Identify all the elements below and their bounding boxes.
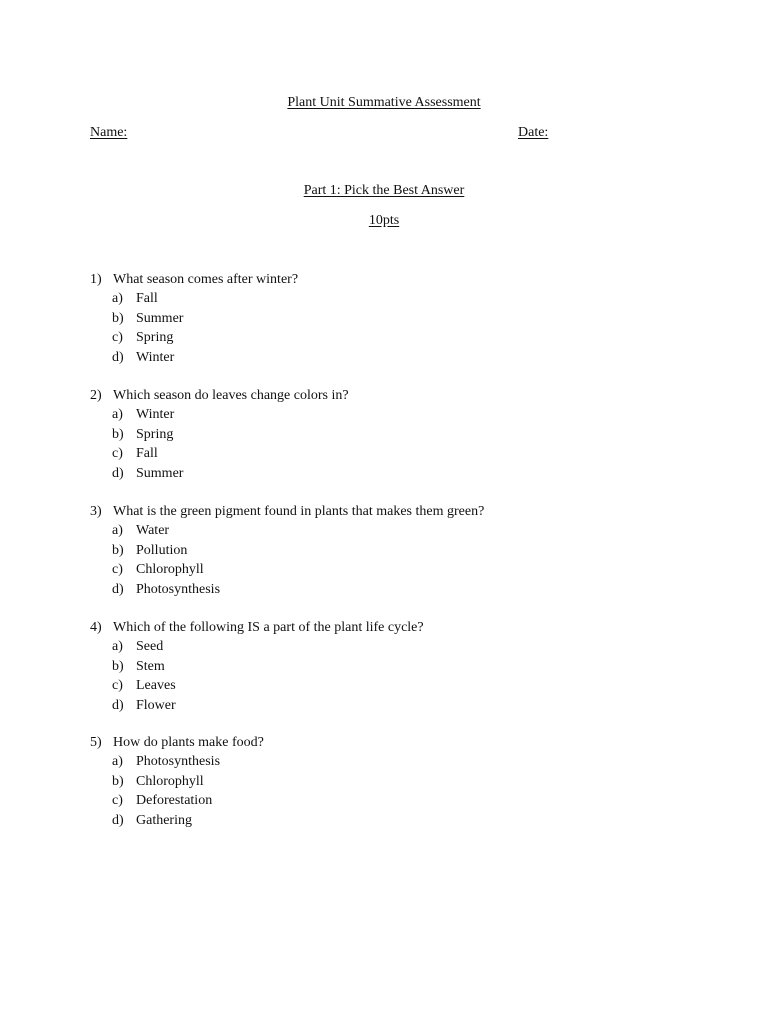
option-letter: c) xyxy=(112,446,123,462)
option-letter: c) xyxy=(112,562,123,578)
part-heading-text: Part 1: Pick the Best Answer xyxy=(303,183,465,198)
option-letter: a) xyxy=(112,754,123,770)
question-line xyxy=(90,386,690,405)
option-text: Gathering xyxy=(136,812,192,828)
date-field-label xyxy=(518,124,548,142)
option-letter: d) xyxy=(112,581,124,597)
question-text: What is the green pigment found in plants that makes them green? xyxy=(113,504,485,519)
answer-option-b xyxy=(90,425,690,444)
option-text: Chlorophyll xyxy=(136,773,204,789)
option-letter: d) xyxy=(112,349,124,365)
answer-option-d xyxy=(90,464,690,483)
question-line xyxy=(90,733,690,752)
answer-option-b xyxy=(90,772,690,791)
option-text: Spring xyxy=(136,330,174,346)
option-letter: c) xyxy=(112,330,123,346)
question-text: What season comes after winter? xyxy=(113,272,299,287)
option-letter: d) xyxy=(112,812,124,828)
option-text: Photosynthesis xyxy=(136,581,221,597)
question-line xyxy=(90,270,690,289)
option-letter: a) xyxy=(112,639,123,655)
question-number: 4) xyxy=(90,620,102,635)
question-text: Which of the following IS a part of the plant life cycle? xyxy=(113,620,424,635)
option-text: Fall xyxy=(136,446,158,462)
answer-option-c xyxy=(90,444,690,463)
answer-option-a xyxy=(90,289,690,308)
answer-option-b xyxy=(90,309,690,328)
option-text: Photosynthesis xyxy=(136,754,221,770)
option-text: Summer xyxy=(136,465,184,481)
question-2 xyxy=(90,386,690,483)
answer-option-d xyxy=(90,696,690,715)
question-5 xyxy=(90,733,690,830)
answer-option-d xyxy=(90,580,690,599)
option-text: Chlorophyll xyxy=(136,562,204,578)
answer-option-c xyxy=(90,328,690,347)
answer-option-b xyxy=(90,657,690,676)
answer-option-c xyxy=(90,791,690,810)
option-text: Summer xyxy=(136,310,184,326)
name-label-text: Name: xyxy=(90,125,128,140)
option-text: Deforestation xyxy=(136,793,213,809)
option-letter: b) xyxy=(112,310,124,326)
part-heading xyxy=(0,182,768,200)
option-text: Spring xyxy=(136,426,174,442)
answer-option-c xyxy=(90,676,690,695)
document-title xyxy=(0,94,768,112)
question-line xyxy=(90,618,690,637)
answer-option-c xyxy=(90,560,690,579)
option-text: Winter xyxy=(136,349,175,365)
name-field-label xyxy=(90,124,127,142)
option-letter: a) xyxy=(112,523,123,539)
answer-option-d xyxy=(90,811,690,830)
question-3 xyxy=(90,502,690,599)
option-text: Stem xyxy=(136,658,165,674)
question-number: 2) xyxy=(90,388,102,403)
option-letter: b) xyxy=(112,773,124,789)
answer-option-a xyxy=(90,637,690,656)
question-number: 1) xyxy=(90,272,102,287)
answer-option-d xyxy=(90,348,690,367)
question-text: Which season do leaves change colors in? xyxy=(113,388,349,403)
question-text: How do plants make food? xyxy=(113,735,264,750)
question-number: 3) xyxy=(90,504,102,519)
answer-option-b xyxy=(90,541,690,560)
option-letter: d) xyxy=(112,697,124,713)
option-letter: a) xyxy=(112,407,123,423)
document-title-text: Plant Unit Summative Assessment xyxy=(287,95,481,110)
option-text: Flower xyxy=(136,697,176,713)
option-letter: c) xyxy=(112,678,123,694)
option-letter: b) xyxy=(112,542,124,558)
option-letter: b) xyxy=(112,426,124,442)
question-1 xyxy=(90,270,690,367)
answer-option-a xyxy=(90,521,690,540)
option-text: Fall xyxy=(136,291,158,307)
answer-option-a xyxy=(90,752,690,771)
question-number: 5) xyxy=(90,735,102,750)
option-text: Pollution xyxy=(136,542,188,558)
option-text: Water xyxy=(136,523,170,539)
date-label-text: Date: xyxy=(518,125,549,140)
answer-option-a xyxy=(90,405,690,424)
option-text: Winter xyxy=(136,407,175,423)
points-label xyxy=(0,212,768,230)
question-4 xyxy=(90,618,690,715)
question-line xyxy=(90,502,690,521)
option-letter: b) xyxy=(112,658,124,674)
option-letter: a) xyxy=(112,291,123,307)
option-text: Seed xyxy=(136,639,164,655)
option-text: Leaves xyxy=(136,678,176,694)
option-letter: d) xyxy=(112,465,124,481)
option-letter: c) xyxy=(112,793,123,809)
points-label-text: 10pts xyxy=(368,213,400,228)
